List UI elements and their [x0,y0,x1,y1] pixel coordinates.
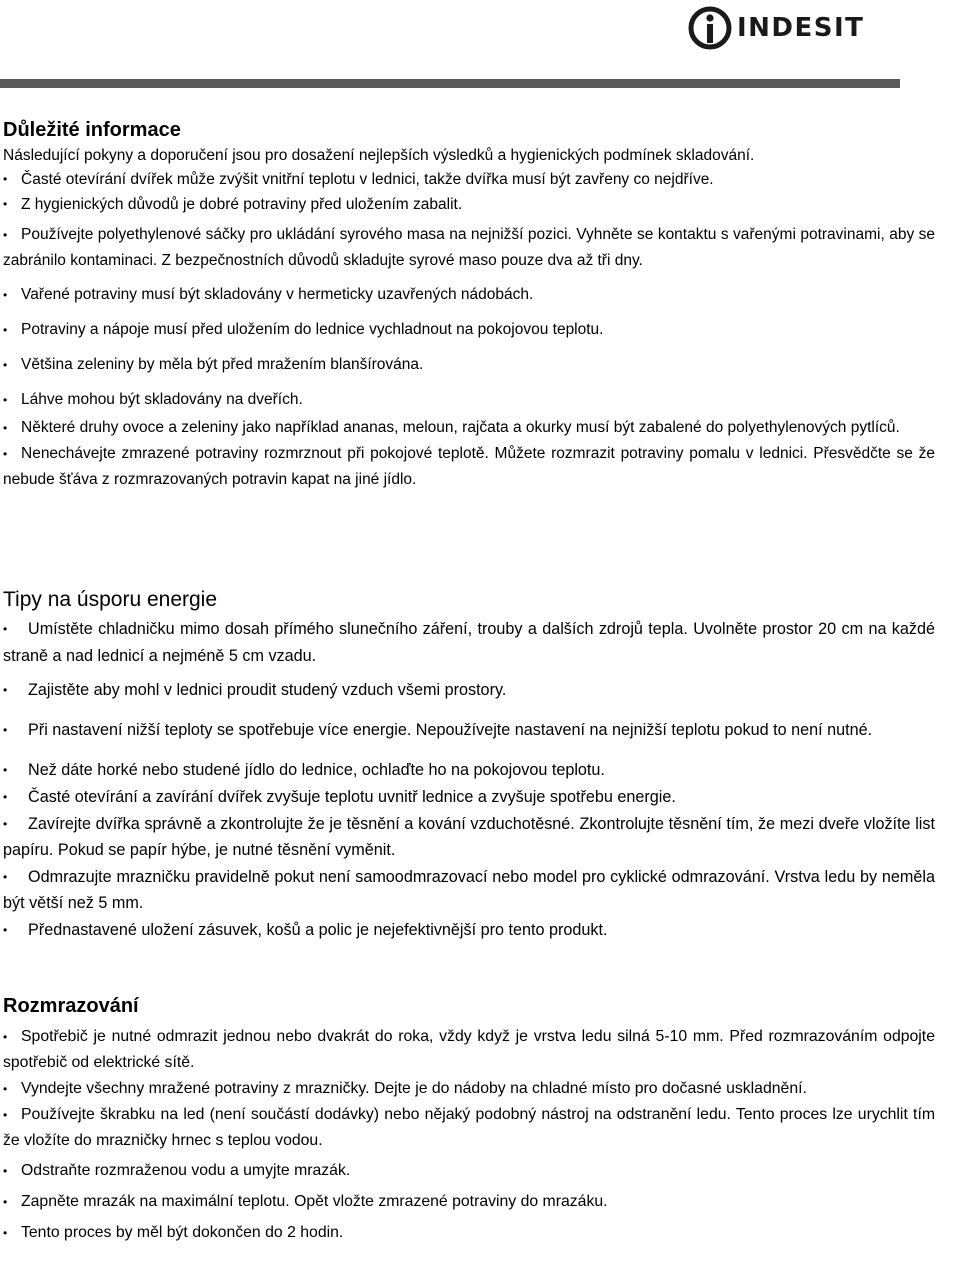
list-item: • Tento proces by měl být dokončen do 2 hodin. [3,1220,935,1246]
list-item: • Umístěte chladničku mimo dosah přímého slunečního záření, trouby a dalších zdrojů tepla. Uvolněte prostor 20 cm na každé straně a nad lednicí a nejméně 5 cm vzadu. [3,616,935,669]
list-item: • Většina zeleniny by měla být před mražením blanšírována. [3,352,935,378]
list-item: • Nenechávejte zmrazené potraviny rozmrznout při pokojové teplotě. Můžete rozmrazit potraviny pomalu v lednici. Přesvědčte se že nebude šťáva z rozmrazovaných potravin kapat na jiné jídlo. [3,441,935,493]
logo-text: INDESIT [737,13,865,43]
section-defrosting [3,994,935,1246]
list-item: • Vyndejte všechny mražené potraviny z mrazničky. Dejte je do nádoby na chladné místo pro dočasné uskladnění. [3,1076,935,1102]
list-item: • Zajistěte aby mohl v lednici proudit studený vzduch všemi prostory. [3,677,935,704]
header-divider [0,79,900,88]
list-item: • Přednastavené uložení zásuvek, košů a polic je nejefektivnější pro tento produkt. [3,917,935,944]
list-item: • Vařené potraviny musí být skladovány v hermeticky uzavřených nádobách. [3,282,935,308]
indesit-logo-icon [688,6,732,50]
bullet-list [3,167,935,493]
list-item: • Zapněte mrazák na maximální teplotu. Opět vložte zmrazené potraviny do mrazáku. [3,1189,935,1215]
section-intro: Následující pokyny a doporučení jsou pro dosažení nejlepších výsledků a hygienických podmínek skladování. [3,147,755,164]
list-item: • Časté otevírání dvířek může zvýšit vnitřní teplotu v lednici, takže dvířka musí být zavřeny co nejdříve. [3,167,935,192]
list-item: • Zavírejte dvířka správně a zkontrolujte že je těsnění a kování vzduchotěsné. Zkontrolujte těsnění tím, že mezi dveře vložíte list papíru. Pokud se papír hýbe, je nutné těsnění vyměnit. [3,811,935,864]
section-title: Důležité informace [3,119,181,141]
brand-logo [688,6,864,50]
list-item: • Používejte polyethylenové sáčky pro ukládání syrového masa na nejnižší pozici. Vyhněte se kontaktu s vařenými potravinami, aby se zabránilo kontaminaci. Z bezpečnostních důvodů skladujte syrové maso pouze dva až tři dny. [3,222,935,274]
section-title: Rozmrazování [3,995,139,1017]
list-item: • Odmrazujte mrazničku pravidelně pokut není samoodmrazovací nebo model pro cyklické odmrazování. Vrstva ledu by neměla být větší než 5 mm. [3,864,935,917]
list-item: • Potraviny a nápoje musí před uložením do lednice vychladnout na pokojovou teplotu. [3,317,935,343]
section-important-info [3,118,935,493]
section-energy-tips [3,588,935,943]
list-item: • Spotřebič je nutné odmrazit jednou nebo dvakrát do roka, vždy když je vrstva ledu silná 5-10 mm. Před rozmrazováním odpojte spotřebič od elektrické sítě. [3,1024,935,1076]
list-item: • Láhve mohou být skladovány na dveřích. [3,387,935,413]
list-item: • Při nastavení nižší teploty se spotřebuje více energie. Nepoužívejte nastavení na nejnižší teplotu pokud to není nutné. [3,713,935,748]
list-item: • Používejte škrabku na led (není součástí dodávky) nebo nějaký podobný nástroj na odstranění ledu. Tento proces lze urychlit tím že vložíte do mrazničky hrnec s teplou vodou. [3,1102,935,1154]
list-item: • Z hygienických důvodů je dobré potraviny před uložením zabalit. [3,192,935,217]
bullet-list [3,1024,935,1246]
section-title: Tipy na úsporu energie [3,588,218,611]
list-item: • Některé druhy ovoce a zeleniny jako například ananas, meloun, rajčata a okurky musí být zabalené do polyethylenových pytlíců. [3,415,935,441]
list-item: • Odstraňte rozmraženou vodu a umyjte mrazák. [3,1158,935,1184]
list-item: • Než dáte horké nebo studené jídlo do lednice, ochlaďte ho na pokojovou teplotu. [3,757,935,784]
bullet-list [3,616,935,943]
list-item: • Časté otevírání a zavírání dvířek zvyšuje teplotu uvnitř lednice a zvyšuje spotřebu energie. [3,784,935,811]
